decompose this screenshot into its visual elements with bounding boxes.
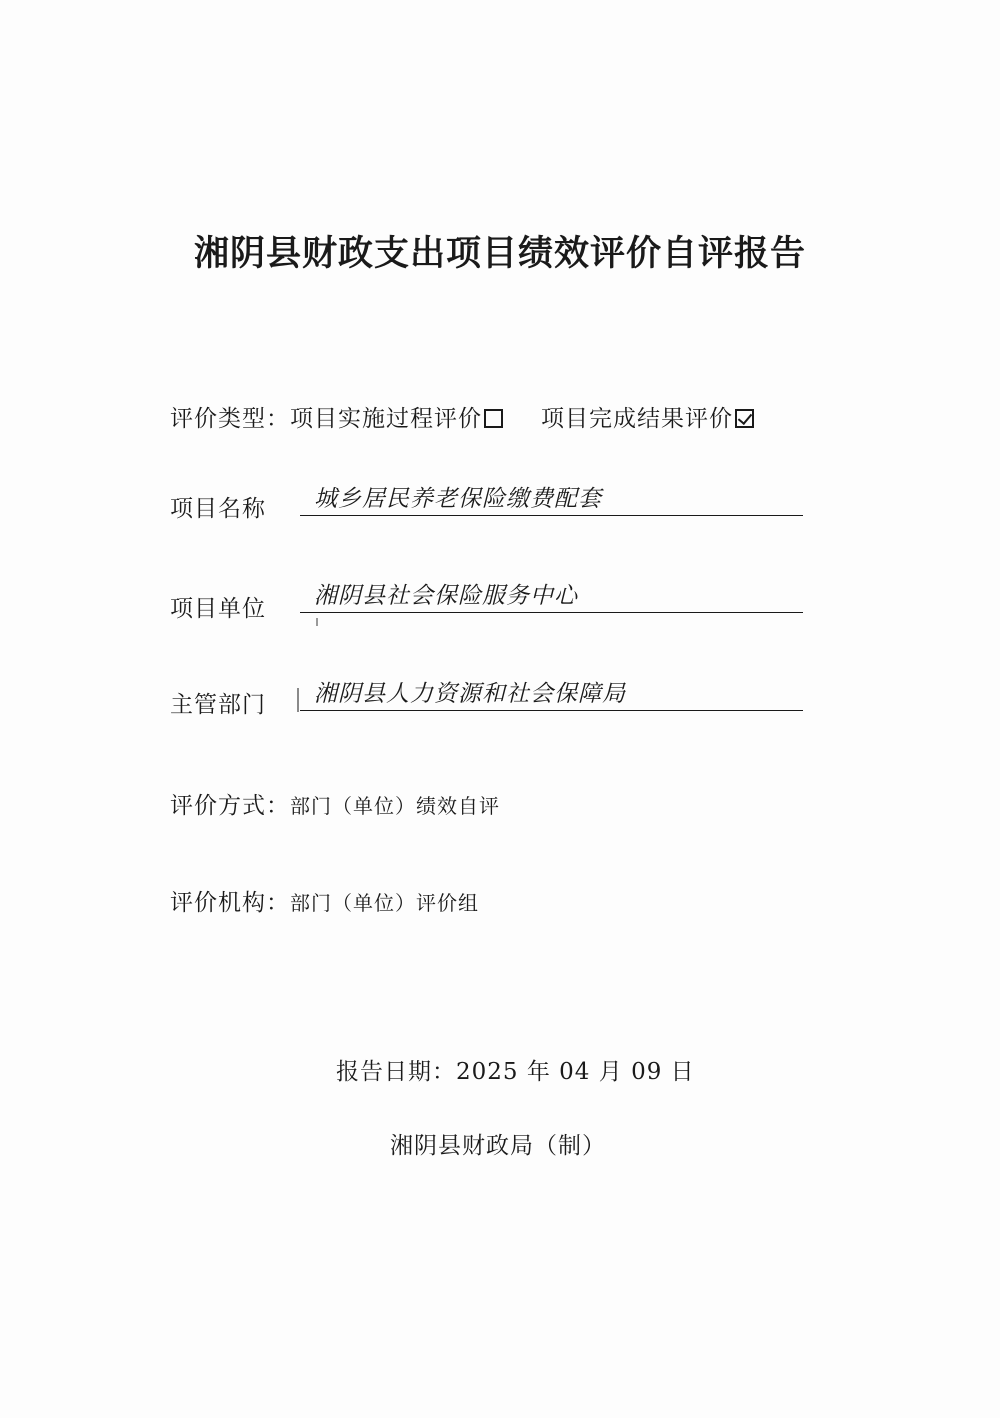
eval-org-value: 部门（单位）评价组 — [290, 891, 479, 915]
checkbox-checked-icon[interactable] — [735, 409, 754, 428]
eval-method-value: 部门（单位）绩效自评 — [290, 794, 500, 818]
report-date-label: 报告日期： — [336, 1059, 456, 1085]
report-date-month-unit: 月 — [598, 1059, 623, 1085]
eval-method-label: 评价方式： — [170, 793, 290, 819]
eval-org-row — [170, 884, 479, 917]
department-value: 湘阴县人力资源和社会保障局 — [314, 681, 626, 707]
eval-type-row — [170, 400, 754, 433]
checkbox-unchecked-icon[interactable] — [484, 409, 503, 428]
eval-method-row — [170, 787, 500, 820]
eval-type-option-process-label: 项目实施过程评价 — [290, 406, 482, 432]
department-field — [300, 676, 803, 711]
project-name-row — [170, 490, 266, 523]
report-date-month: 04 — [559, 1059, 591, 1085]
project-unit-value: 湘阴县社会保险服务中心 — [314, 583, 578, 609]
department-label: 主管部门 — [170, 692, 266, 718]
eval-type-option-process[interactable] — [290, 400, 503, 433]
project-name-field — [300, 481, 803, 516]
project-name-value: 城乡居民养老保险缴费配套 — [314, 486, 602, 512]
scan-mark — [297, 688, 299, 712]
department-row — [170, 686, 266, 719]
report-title: 湘阴县财政支出项目绩效评价自评报告 — [193, 234, 806, 274]
report-date-day: 09 — [631, 1059, 663, 1085]
report-date — [336, 1053, 695, 1086]
scan-mark — [316, 618, 318, 626]
report-date-day-unit: 日 — [670, 1059, 695, 1085]
eval-type-label: 评价类型： — [170, 406, 290, 432]
report-date-year-unit: 年 — [526, 1059, 551, 1085]
issuer: 湘阴县财政局（制） — [390, 1133, 606, 1159]
project-unit-field — [300, 578, 803, 613]
eval-type-option-result-label: 项目完成结果评价 — [541, 406, 733, 432]
eval-org-label: 评价机构： — [170, 890, 290, 916]
project-unit-row — [170, 590, 266, 623]
report-date-year: 2025 — [456, 1059, 519, 1085]
project-name-label: 项目名称 — [170, 496, 266, 522]
project-unit-label: 项目单位 — [170, 596, 266, 622]
eval-type-option-result[interactable] — [541, 400, 754, 433]
